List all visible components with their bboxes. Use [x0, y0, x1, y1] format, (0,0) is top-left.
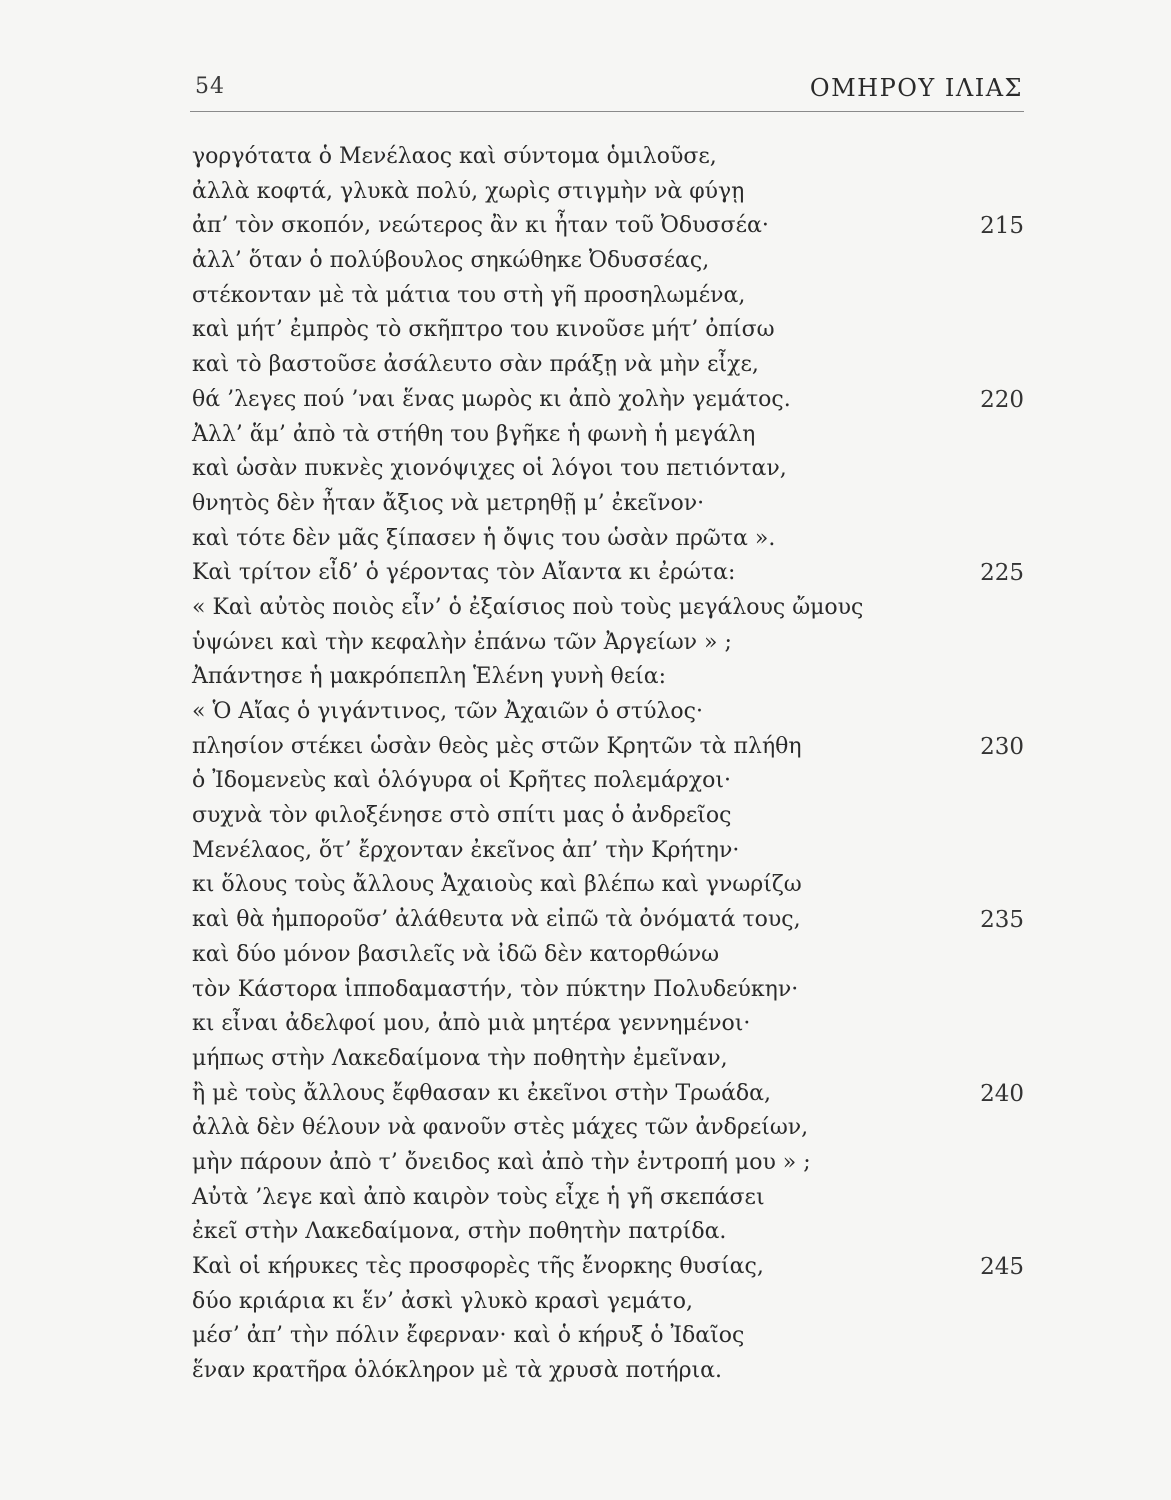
line-number: 245	[980, 1254, 1024, 1280]
verse-line	[192, 1285, 1034, 1320]
verse-line	[192, 1319, 1034, 1354]
verse-text: κι ὅλους τοὺς ἄλλους Ἀχαιοὺς καὶ βλέπω καὶ γνωρίζω	[192, 872, 802, 898]
verse-text: ἕναν κρατῆρα ὁλόκληρον μὲ τὰ χρυσὰ ποτήρια.	[192, 1358, 723, 1384]
verse-text: θνητὸς δὲν ἦταν ἄξιος νὰ μετρηθῇ μ’ ἐκεῖνον·	[192, 490, 705, 516]
verse-text: Μενέλαος, ὅτ’ ἔρχονταν ἐκεῖνος ἀπ’ τὴν Κρήτην·	[192, 837, 740, 863]
verse-line	[192, 1111, 1034, 1146]
line-number: 230	[980, 733, 1024, 760]
verse-text: θά ’λεγες πού ’ναι ἕνας μωρὸς κι ἀπὸ χολὴν γεμάτος.	[192, 386, 791, 412]
line-number: 225	[980, 560, 1024, 587]
verse-text: καὶ τότε δὲν μᾶς ξίπασεν ἡ ὄψις του ὡσὰν πρῶτα ».	[192, 525, 776, 551]
verse-line	[192, 1354, 1034, 1389]
verse-line	[192, 834, 1034, 869]
verse-text: ὁ Ἰδομενεὺς καὶ ὁλόγυρα οἱ Κρῆτες πολεμάρχοι·	[192, 768, 731, 794]
verse-text: ἀλλ’ ὅταν ὁ πολύβουλος σηκώθηκε Ὀδυσσέας,	[192, 248, 710, 274]
page-number: 54	[195, 74, 225, 99]
verse-text: ἀπ’ τὸν σκοπόν, νεώτερος ἂν κι ἦταν τοῦ Ὀδυσσέα·	[192, 213, 769, 239]
verse-line	[192, 1250, 1034, 1285]
line-number: 240	[980, 1080, 1024, 1107]
verse-text: μήπως στὴν Λακεδαίμονα τὴν ποθητὴν ἐμεῖναν,	[192, 1045, 728, 1071]
verse-line	[192, 730, 1034, 765]
verse-line	[192, 1042, 1034, 1077]
verse-text: « Ὁ Αἴας ὁ γιγάντινος, τῶν Ἀχαιῶν ὁ στύλος·	[192, 699, 703, 724]
verse-line	[192, 279, 1034, 314]
verse-text: κι εἶναι ἀδελφοί μου, ἀπὸ μιὰ μητέρα γεννημένοι·	[192, 1011, 751, 1037]
verse-line	[192, 452, 1034, 487]
verse-line	[192, 868, 1034, 903]
line-number: 215	[980, 213, 1024, 240]
verse-block	[192, 140, 1034, 1389]
verse-text: καὶ δύο μόνον βασιλεῖς νὰ ἰδῶ δὲν κατορθώνω	[192, 941, 720, 967]
verse-text: Καὶ τρίτον εἶδ’ ὁ γέροντας τὸν Αἴαντα κι ἐρώτα:	[192, 560, 736, 586]
verse-text: ἢ μὲ τοὺς ἄλλους ἔφθασαν κι ἐκεῖνοι στὴν Τρωάδα,	[192, 1080, 772, 1106]
verse-line	[192, 313, 1034, 348]
verse-text: στέκονταν μὲ τὰ μάτια του στὴ γῆ προσηλωμένα,	[192, 282, 746, 308]
verse-line	[192, 799, 1034, 834]
verse-line	[192, 244, 1034, 279]
verse-text: Ἀλλ’ ἅμ’ ἀπὸ τὰ στήθη του βγῆκε ἡ φωνὴ ἡ μεγάλη	[192, 421, 756, 447]
verse-line	[192, 487, 1034, 522]
verse-text: καὶ ὡσὰν πυκνὲς χιονόψιχες οἱ λόγοι του πετιόνταν,	[192, 456, 787, 482]
verse-line	[192, 764, 1034, 799]
line-number: 235	[980, 907, 1024, 934]
running-title: ΟΜΗΡΟΥ ΙΛΙΑΣ	[809, 74, 1023, 102]
verse-text: ὑψώνει καὶ τὴν κεφαλὴν ἐπάνω τῶν Ἀργείων » ;	[192, 629, 732, 655]
verse-line	[192, 973, 1034, 1008]
verse-text: Ἀπάντησε ἡ μακρόπεπλη Ἑλένη γυνὴ θεία:	[192, 664, 667, 690]
verse-line	[192, 140, 1034, 175]
verse-text: καὶ μήτ’ ἐμπρὸς τὸ σκῆπτρο του κινοῦσε μήτ’ ὀπίσω	[192, 317, 775, 343]
verse-line	[192, 591, 1034, 626]
verse-text: δύο κριάρια κι ἕν’ ἀσκὶ γλυκὸ κρασὶ γεμάτο,	[192, 1288, 693, 1314]
verse-text: τὸν Κάστορα ἱπποδαμαστήν, τὸν πύκτην Πολυδεύκην·	[192, 976, 799, 1002]
verse-line	[192, 418, 1034, 453]
verse-text: καὶ θὰ ἠμποροῦσ’ ἀλάθευτα νὰ εἰπῶ τὰ ὀνόματά τους,	[192, 907, 801, 933]
line-number: 220	[980, 386, 1024, 413]
verse-line	[192, 1077, 1034, 1112]
verse-text: γοργότατα ὁ Μενέλαος καὶ σύντομα ὁμιλοῦσε,	[192, 144, 717, 169]
verse-text: μὴν πάρουν ἀπὸ τ’ ὄνειδος καὶ ἀπὸ τὴν ἐντροπή μου » ;	[192, 1149, 811, 1175]
verse-text: πλησίον στέκει ὡσὰν θεὸς μὲς στῶν Κρητῶν τὰ πλήθη	[192, 733, 802, 759]
verse-text: Καὶ οἱ κήρυκες τὲς προσφορὲς τῆς ἔνορκης θυσίας,	[192, 1254, 764, 1279]
verse-text: συχνὰ τὸν φιλοξένησε στὸ σπίτι μας ὁ ἀνδρεῖος	[192, 803, 732, 829]
verse-text: καὶ τὸ βαστοῦσε ἀσάλευτο σὰν πράξῃ νὰ μὴν εἶχε,	[192, 352, 759, 378]
verse-line	[192, 556, 1034, 591]
verse-line	[192, 903, 1034, 938]
verse-line	[192, 1146, 1034, 1181]
verse-text: « Καὶ αὐτὸς ποιὸς εἶν’ ὁ ἐξαίσιος ποὺ τοὺς μεγάλους ὤμους	[192, 594, 864, 620]
verse-line	[192, 695, 1034, 730]
verse-line	[192, 209, 1034, 244]
verse-text: ἐκεῖ στὴν Λακεδαίμονα, στὴν ποθητὴν πατρίδα.	[192, 1219, 727, 1245]
header-rule	[190, 111, 1024, 112]
verse-text: Αὐτὰ ’λεγε καὶ ἀπὸ καιρὸν τοὺς εἶχε ἡ γῆ σκεπάσει	[192, 1184, 765, 1210]
verse-line	[192, 383, 1034, 418]
verse-line	[192, 1007, 1034, 1042]
verse-line	[192, 660, 1034, 695]
verse-text: ἀλλὰ δὲν θέλουν νὰ φανοῦν στὲς μάχες τῶν ἀνδρείων,	[192, 1115, 809, 1141]
verse-line	[192, 626, 1034, 661]
verse-line	[192, 175, 1034, 210]
verse-text: μέσ’ ἀπ’ τὴν πόλιν ἔφερναν· καὶ ὁ κήρυξ ὁ Ἰδαῖος	[192, 1323, 745, 1349]
verse-line	[192, 522, 1034, 557]
verse-line	[192, 1215, 1034, 1250]
verse-line	[192, 1181, 1034, 1216]
verse-line	[192, 938, 1034, 973]
verse-line	[192, 348, 1034, 383]
verse-text: ἀλλὰ κοφτά, γλυκὰ πολύ, χωρὶς στιγμὴν νὰ φύγῃ	[192, 178, 745, 204]
